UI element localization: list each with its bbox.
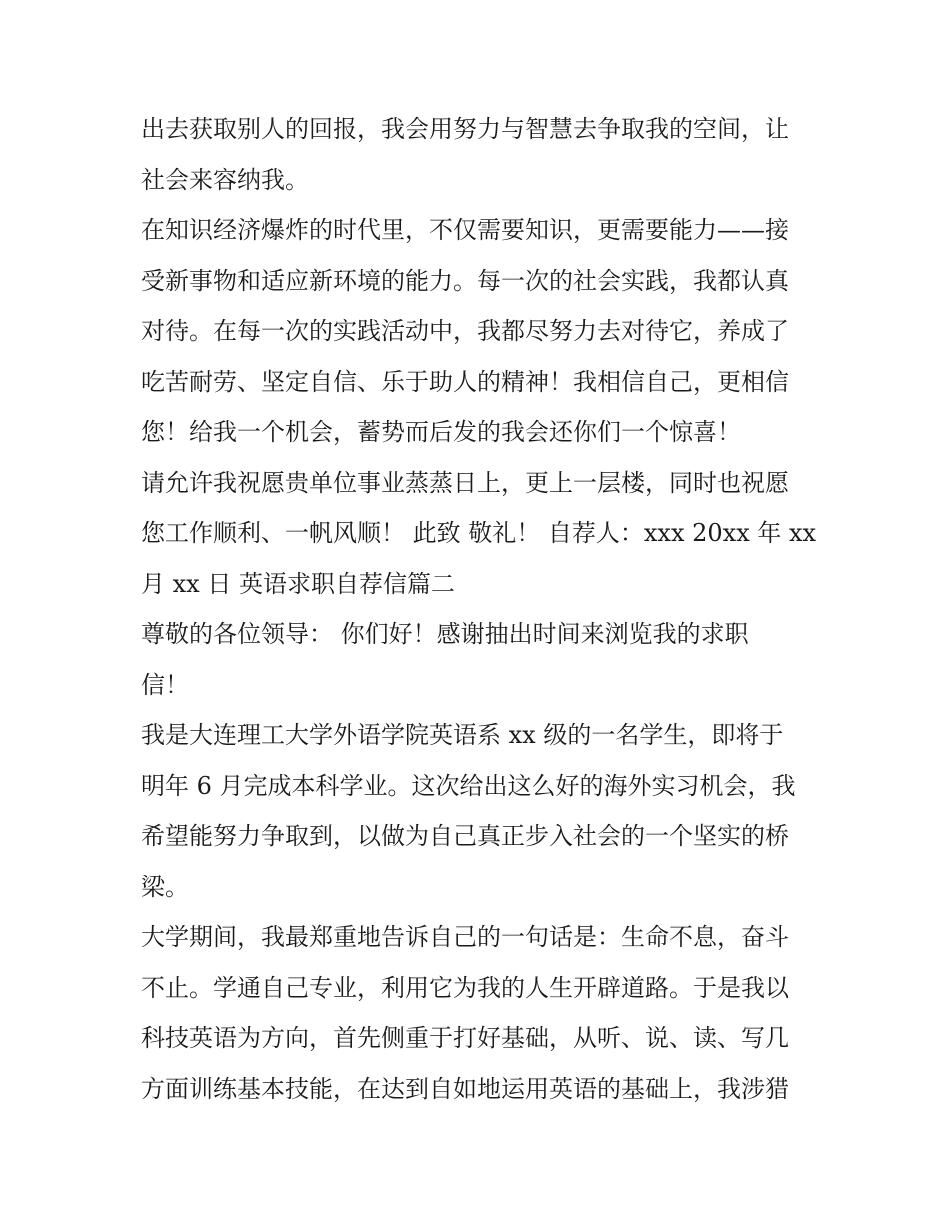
- text-line: 科技英语为方向，首先侧重于打好基础，从听、说、读、写几: [141, 1024, 789, 1052]
- text-line: 吃苦耐劳、坚定自信、乐于助人的精神！我相信自己，更相信: [141, 367, 789, 396]
- text-line: 请允许我祝愿贵单位事业蒸蒸日上，更上一层楼，同时也祝愿: [141, 468, 789, 497]
- text-line: 社会来容纳我。: [141, 165, 309, 194]
- text-line: 您工作顺利、一帆风顺！ 此致 敬礼！ 自荐人：xxx 20xx 年 xx: [141, 519, 817, 547]
- text-line: 出去获取别人的回报，我会用努力与智慧去争取我的空间，让: [141, 115, 789, 143]
- text-line: 大学期间，我最郑重地告诉自己的一句话是：生命不息，奋斗: [141, 923, 789, 951]
- text-line: 月 xx 日 英语求职自荐信篇二: [141, 569, 455, 598]
- text-line: 信！: [141, 670, 189, 699]
- text-line: 受新事物和适应新环境的能力。每一次的社会实践，我都认真: [141, 266, 789, 295]
- text-line: 您！给我一个机会，蓄势而后发的我会还你们一个惊喜！: [141, 418, 741, 446]
- body-text: [141, 104, 831, 1114]
- text-line: 尊敬的各位领导： 你们好！感谢抽出时间来浏览我的求职: [141, 620, 749, 648]
- text-line: 我是大连理工大学外语学院英语系 xx 级的一名学生，即将于: [141, 721, 784, 749]
- text-line: 明年 6 月完成本科学业。这次给出这么好的海外实习机会，我: [141, 771, 796, 800]
- text-line: 梁。: [141, 872, 189, 901]
- text-line: 在知识经济爆炸的时代里，不仅需要知识，更需要能力——接: [141, 216, 789, 244]
- text-line: 不止。学通自己专业，利用它为我的人生开辟道路。于是我以: [141, 973, 789, 1002]
- text-line: 对待。在每一次的实践活动中，我都尽努力去对待它，养成了: [141, 317, 789, 345]
- text-line: 方面训练基本技能，在达到自如地运用英语的基础上，我涉猎: [141, 1074, 789, 1103]
- text-line: 希望能努力争取到，以做为自己真正步入社会的一个坚实的桥: [141, 822, 789, 850]
